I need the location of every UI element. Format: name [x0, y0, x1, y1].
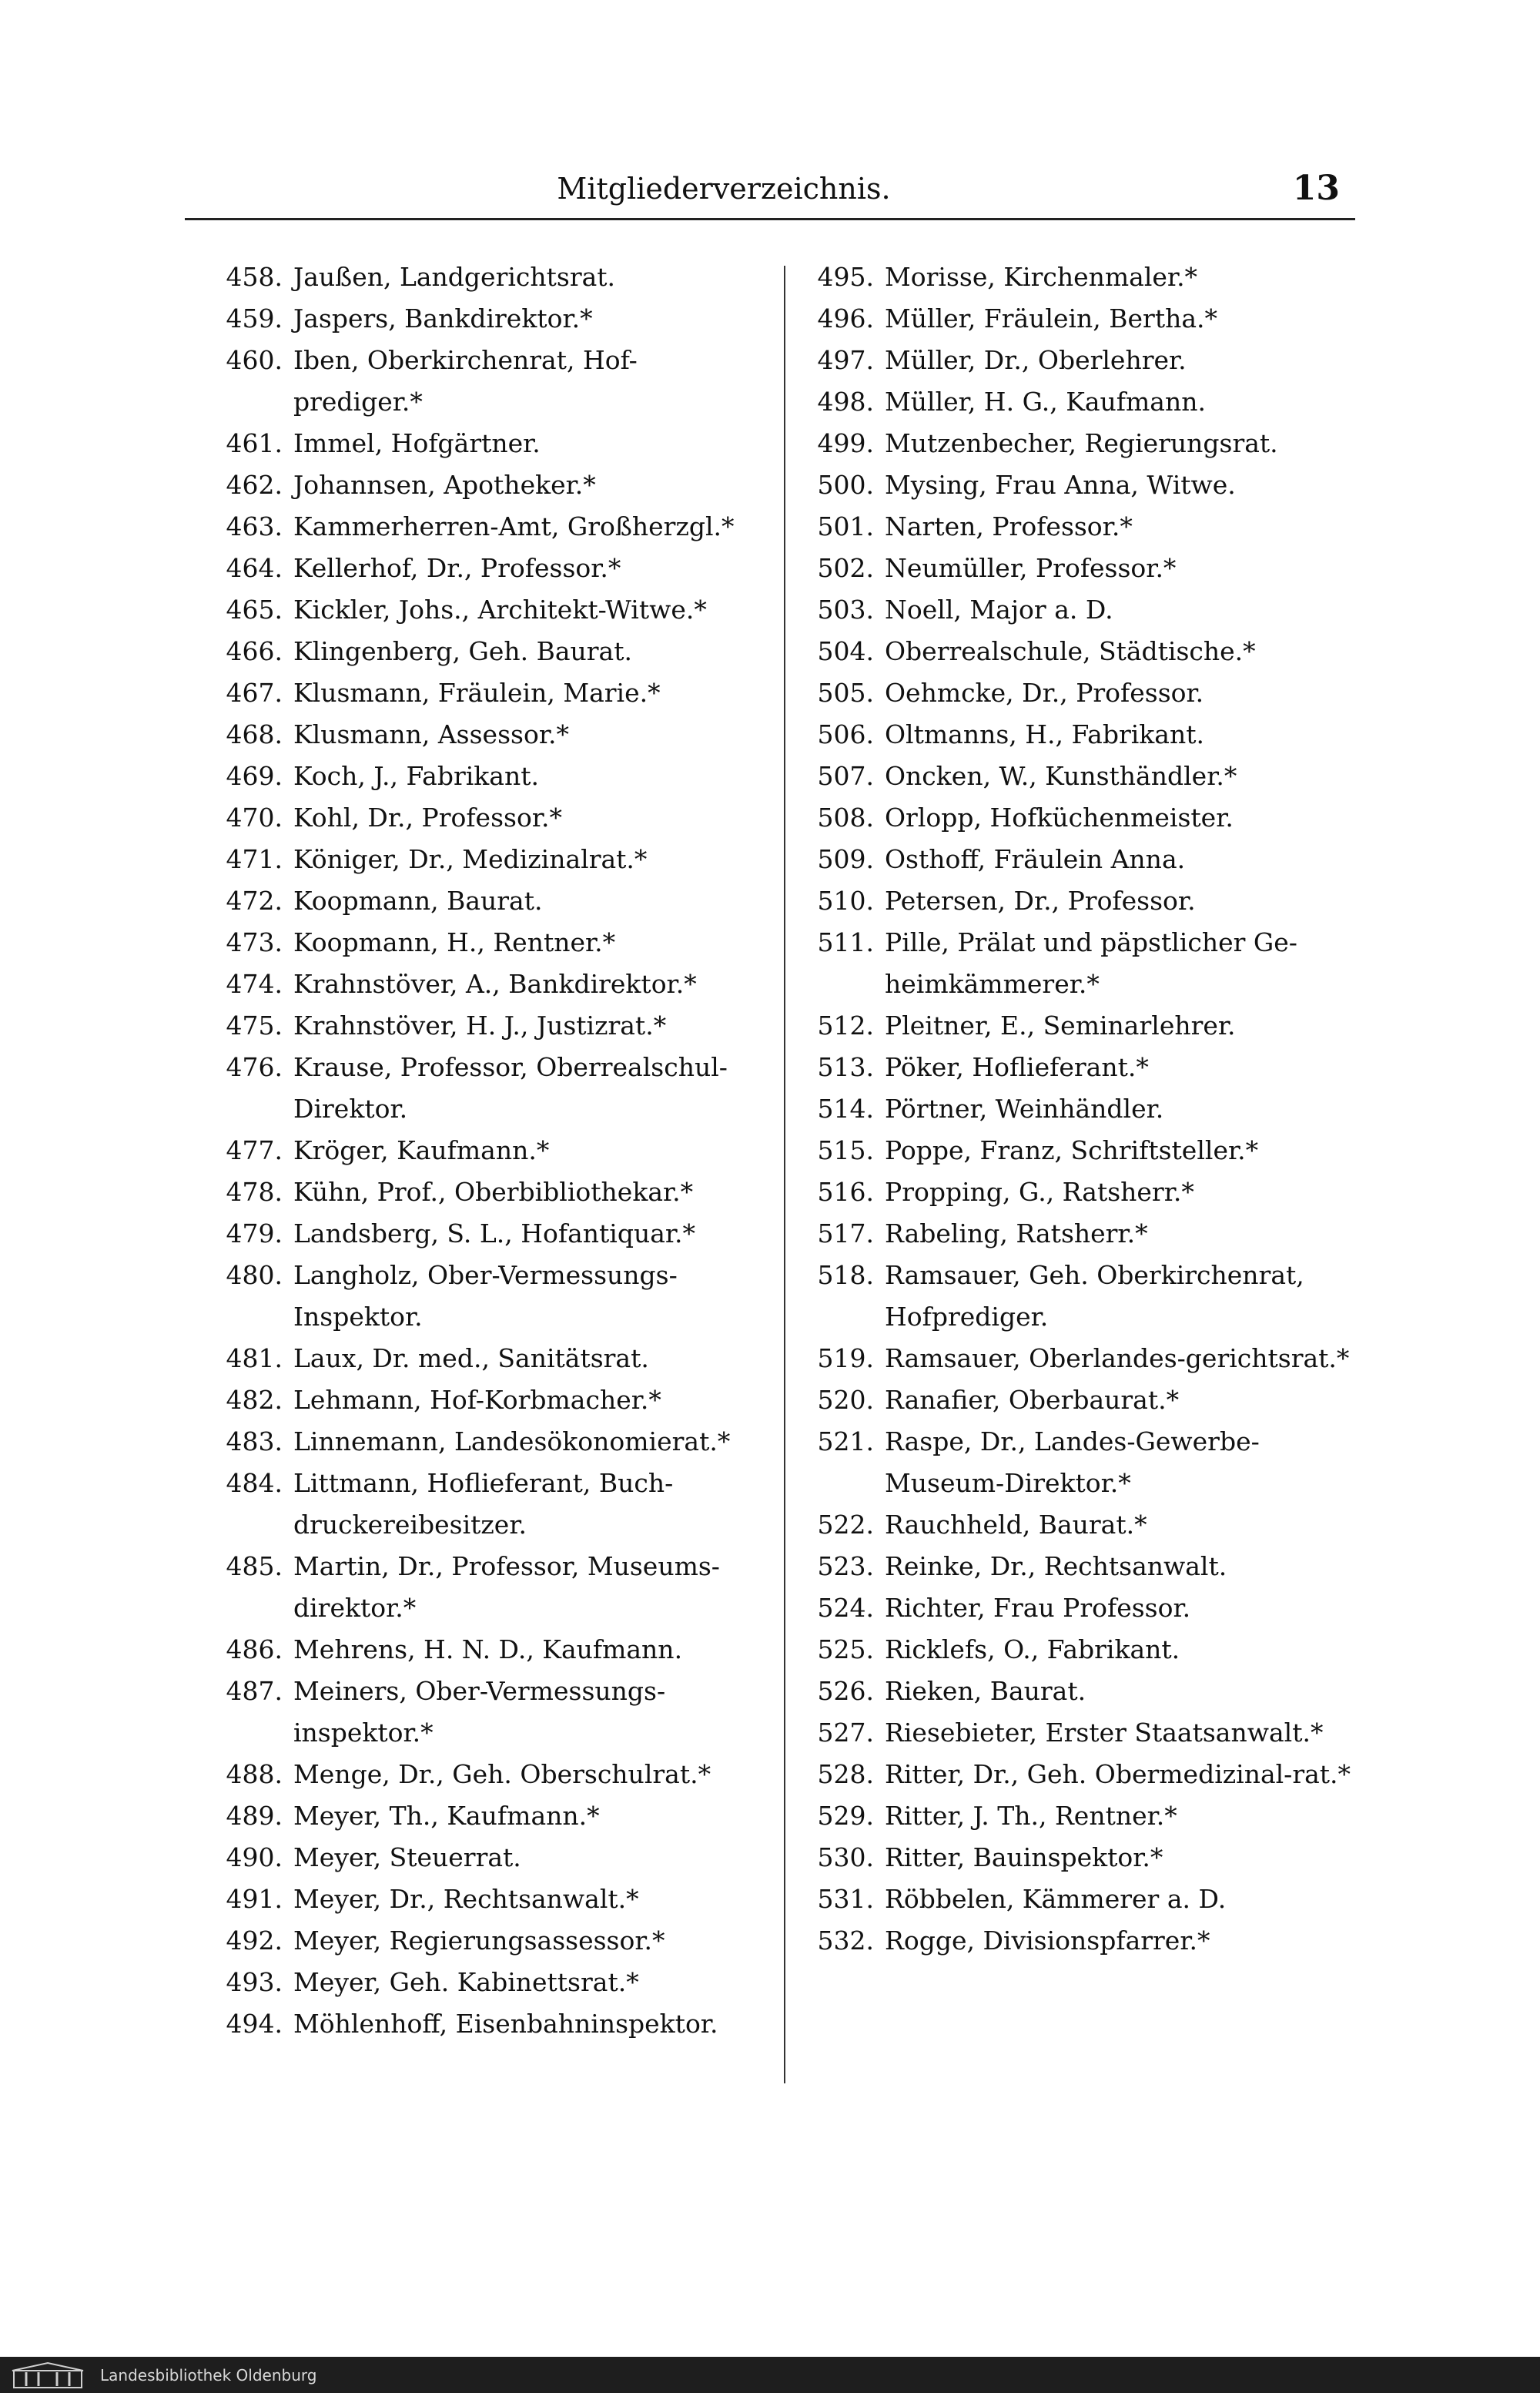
member-entry — [793, 756, 1355, 797]
entry-text: Ramsauer, Geh. Oberkirchenrat, Hofprediger. — [885, 1260, 1304, 1332]
entry-text: Kohl, Dr., Professor.* — [293, 803, 562, 833]
member-entry — [793, 381, 1355, 423]
member-entry — [793, 589, 1355, 631]
member-entry — [793, 298, 1355, 340]
member-entry — [202, 1754, 764, 1795]
entry-text: Meyer, Th., Kaufmann.* — [293, 1801, 600, 1831]
entry-number: 484. — [226, 1468, 283, 1498]
library-footer — [0, 2357, 1540, 2393]
entry-text: Neumüller, Professor.* — [885, 553, 1177, 583]
entry-number: 461. — [226, 428, 283, 458]
entry-number: 465. — [226, 595, 283, 625]
member-entry — [793, 1421, 1355, 1504]
entry-number: 481. — [226, 1343, 283, 1373]
entry-number: 470. — [226, 803, 283, 833]
entry-number: 469. — [226, 761, 283, 791]
entry-number: 460. — [226, 345, 283, 375]
entry-number: 512. — [817, 1010, 874, 1041]
entry-text: Laux, Dr. med., Sanitätsrat. — [293, 1343, 649, 1373]
page-number: 13 — [1292, 169, 1340, 208]
member-entry — [202, 1837, 764, 1879]
entry-text: Langholz, Ober-Vermessungs-Inspektor. — [293, 1260, 678, 1332]
member-entry — [202, 548, 764, 589]
entry-number: 506. — [817, 719, 874, 749]
entry-number: 526. — [817, 1676, 874, 1706]
entry-text: Kellerhof, Dr., Professor.* — [293, 553, 621, 583]
entry-text: Oltmanns, H., Fabrikant. — [885, 719, 1204, 749]
entry-text: Müller, Dr., Oberlehrer. — [885, 345, 1187, 375]
entry-number: 530. — [817, 1842, 874, 1872]
entry-number: 502. — [817, 553, 874, 583]
entry-text: Lehmann, Hof-Korbmacher.* — [293, 1385, 661, 1415]
entry-number: 520. — [817, 1385, 874, 1415]
entry-text: Poppe, Franz, Schriftsteller.* — [885, 1135, 1259, 1165]
entry-text: Propping, G., Ratsherr.* — [885, 1177, 1194, 1207]
member-entry — [793, 1920, 1355, 1962]
member-entry — [202, 797, 764, 839]
entry-text: Klusmann, Fräulein, Marie.* — [293, 678, 661, 708]
entry-text: Jaspers, Bankdirektor.* — [293, 303, 593, 333]
member-entry — [793, 1671, 1355, 1712]
entry-text: Petersen, Dr., Professor. — [885, 886, 1196, 916]
entry-text: Reinke, Dr., Rechtsanwalt. — [885, 1551, 1227, 1581]
member-entry — [793, 464, 1355, 506]
member-entry — [793, 1088, 1355, 1130]
entry-text: Johannsen, Apotheker.* — [293, 470, 596, 500]
member-entry — [793, 880, 1355, 922]
member-entry — [202, 922, 764, 964]
entry-number: 531. — [817, 1884, 874, 1914]
entry-number: 476. — [226, 1052, 283, 1082]
entry-text: Ranafier, Oberbaurat.* — [885, 1385, 1180, 1415]
member-entry — [202, 1920, 764, 1962]
entry-number: 473. — [226, 927, 283, 957]
entry-text: Meyer, Regierungsassessor.* — [293, 1925, 665, 1956]
member-entry — [202, 1962, 764, 2003]
page-title: Mitgliederverzeichnis. — [557, 172, 891, 206]
entry-number: 459. — [226, 303, 283, 333]
entry-number: 508. — [817, 803, 874, 833]
member-entry — [793, 1171, 1355, 1213]
member-entry — [793, 423, 1355, 464]
member-entry — [202, 714, 764, 756]
entry-number: 524. — [817, 1593, 874, 1623]
entry-number: 515. — [817, 1135, 874, 1165]
entry-text: Kröger, Kaufmann.* — [293, 1135, 550, 1165]
library-building-icon — [11, 2361, 85, 2389]
entry-number: 503. — [817, 595, 874, 625]
member-entry — [793, 797, 1355, 839]
member-entry — [202, 1463, 764, 1546]
entry-text: Kühn, Prof., Oberbibliothekar.* — [293, 1177, 694, 1207]
entry-number: 492. — [226, 1925, 283, 1956]
entry-number: 487. — [226, 1676, 283, 1706]
header-rule — [185, 218, 1355, 220]
member-entry — [202, 631, 764, 672]
member-entry — [793, 1879, 1355, 1920]
entry-number: 496. — [817, 303, 874, 333]
entry-number: 495. — [817, 262, 874, 292]
entry-number: 521. — [817, 1426, 874, 1456]
member-entry — [793, 340, 1355, 381]
entry-text: Meyer, Dr., Rechtsanwalt.* — [293, 1884, 639, 1914]
member-entry — [793, 1504, 1355, 1546]
member-entry — [202, 464, 764, 506]
member-entry — [793, 1712, 1355, 1754]
entry-text: Krahnstöver, H. J., Justizrat.* — [293, 1010, 667, 1041]
entry-number: 532. — [817, 1925, 874, 1956]
member-entry — [202, 1421, 764, 1463]
entry-number: 463. — [226, 511, 283, 541]
entry-text: Krause, Professor, Oberrealschul-Direktor. — [293, 1052, 728, 1124]
entry-text: Oberrealschule, Städtische.* — [885, 636, 1256, 666]
member-entry — [793, 922, 1355, 1005]
column-divider — [784, 266, 785, 2083]
member-entry — [793, 1754, 1355, 1795]
entry-text: Ritter, J. Th., Rentner.* — [885, 1801, 1177, 1831]
entry-text: Ricklefs, O., Fabrikant. — [885, 1634, 1180, 1664]
entry-text: Orlopp, Hofküchenmeister. — [885, 803, 1234, 833]
member-entry — [202, 2003, 764, 2045]
entry-text: Rogge, Divisionspfarrer.* — [885, 1925, 1210, 1956]
member-list-left — [202, 256, 764, 2045]
member-entry — [202, 964, 764, 1005]
member-entry — [202, 1213, 764, 1255]
member-entry — [793, 548, 1355, 589]
member-entry — [202, 1047, 764, 1130]
member-entry — [793, 631, 1355, 672]
entry-number: 477. — [226, 1135, 283, 1165]
entry-text: Richter, Frau Professor. — [885, 1593, 1191, 1623]
entry-number: 466. — [226, 636, 283, 666]
entry-text: Pille, Prälat und päpstlicher Ge-heimkämmerer.* — [885, 927, 1297, 999]
member-entry — [793, 256, 1355, 298]
entry-text: Martin, Dr., Professor, Museums-direktor.* — [293, 1551, 720, 1623]
entry-number: 482. — [226, 1385, 283, 1415]
entry-number: 468. — [226, 719, 283, 749]
member-entry — [202, 1338, 764, 1379]
member-entry — [793, 1587, 1355, 1629]
entry-number: 480. — [226, 1260, 283, 1290]
entry-number: 513. — [817, 1052, 874, 1082]
entry-number: 479. — [226, 1218, 283, 1248]
entry-number: 510. — [817, 886, 874, 916]
entry-number: 458. — [226, 262, 283, 292]
member-entry — [793, 839, 1355, 880]
member-entry — [793, 1546, 1355, 1587]
member-entry — [202, 1005, 764, 1047]
entry-number: 486. — [226, 1634, 283, 1664]
member-entry — [202, 340, 764, 423]
entry-number: 462. — [226, 470, 283, 500]
entry-text: Landsberg, S. L., Hofantiquar.* — [293, 1218, 696, 1248]
member-entry — [793, 1047, 1355, 1088]
entry-text: Ritter, Dr., Geh. Obermedizinal-rat.* — [885, 1759, 1351, 1789]
entry-number: 478. — [226, 1177, 283, 1207]
member-entry — [202, 1546, 764, 1629]
member-entry — [202, 880, 764, 922]
entry-text: Ramsauer, Oberlandes-gerichtsrat.* — [885, 1343, 1350, 1373]
entry-number: 522. — [817, 1510, 874, 1540]
entry-text: Mysing, Frau Anna, Witwe. — [885, 470, 1236, 500]
member-entry — [202, 1379, 764, 1421]
member-entry — [202, 1795, 764, 1837]
entry-number: 497. — [817, 345, 874, 375]
member-list-right — [793, 256, 1355, 1962]
entry-text: Rieken, Baurat. — [885, 1676, 1086, 1706]
entry-text: Pörtner, Weinhändler. — [885, 1094, 1164, 1124]
entry-number: 507. — [817, 761, 874, 791]
entry-number: 514. — [817, 1094, 874, 1124]
member-entry — [202, 298, 764, 340]
entry-text: Möhlenhoff, Eisenbahninspektor. — [293, 2009, 718, 2039]
library-name: Landesbibliothek Oldenburg — [100, 2366, 317, 2385]
entry-text: Koopmann, Baurat. — [293, 886, 543, 916]
entry-number: 494. — [226, 2009, 283, 2039]
member-entry — [793, 672, 1355, 714]
entry-text: Raspe, Dr., Landes-Gewerbe-Museum-Direktor.* — [885, 1426, 1260, 1498]
entry-number: 527. — [817, 1718, 874, 1748]
entry-number: 500. — [817, 470, 874, 500]
member-entry — [202, 589, 764, 631]
entry-text: Jaußen, Landgerichtsrat. — [293, 262, 616, 292]
member-entry — [793, 714, 1355, 756]
member-entry — [793, 1795, 1355, 1837]
entry-text: Rabeling, Ratsherr.* — [885, 1218, 1148, 1248]
entry-number: 523. — [817, 1551, 874, 1581]
entry-text: Rauchheld, Baurat.* — [885, 1510, 1147, 1540]
entry-text: Pleitner, E., Seminarlehrer. — [885, 1010, 1236, 1041]
entry-number: 491. — [226, 1884, 283, 1914]
entry-number: 471. — [226, 844, 283, 874]
entry-number: 509. — [817, 844, 874, 874]
entry-text: Königer, Dr., Medizinalrat.* — [293, 844, 648, 874]
entry-number: 474. — [226, 969, 283, 999]
entry-text: Noell, Major a. D. — [885, 595, 1113, 625]
entry-text: Kickler, Johs., Architekt-Witwe.* — [293, 595, 707, 625]
entry-number: 485. — [226, 1551, 283, 1581]
member-entry — [793, 1255, 1355, 1338]
entry-text: Röbbelen, Kämmerer a. D. — [885, 1884, 1227, 1914]
entry-number: 518. — [817, 1260, 874, 1290]
member-entry — [202, 1629, 764, 1671]
member-entry — [202, 256, 764, 298]
member-entry — [793, 1837, 1355, 1879]
page-header — [0, 158, 1355, 220]
entry-number: 490. — [226, 1842, 283, 1872]
entry-text: Narten, Professor.* — [885, 511, 1133, 541]
entry-number: 529. — [817, 1801, 874, 1831]
entry-number: 498. — [817, 387, 874, 417]
member-entry — [202, 1671, 764, 1754]
entry-text: Morisse, Kirchenmaler.* — [885, 262, 1198, 292]
entry-text: Klusmann, Assessor.* — [293, 719, 569, 749]
entry-text: Pöker, Hoflieferant.* — [885, 1052, 1149, 1082]
member-entry — [793, 1338, 1355, 1379]
entry-text: Koopmann, H., Rentner.* — [293, 927, 616, 957]
entry-number: 488. — [226, 1759, 283, 1789]
entry-text: Meyer, Steuerrat. — [293, 1842, 521, 1872]
entry-text: Klingenberg, Geh. Baurat. — [293, 636, 632, 666]
entry-text: Immel, Hofgärtner. — [293, 428, 541, 458]
entry-number: 525. — [817, 1634, 874, 1664]
member-entry — [793, 1379, 1355, 1421]
member-entry — [202, 423, 764, 464]
entry-text: Meiners, Ober-Vermessungs-inspektor.* — [293, 1676, 666, 1748]
member-entry — [202, 1255, 764, 1338]
entry-number: 519. — [817, 1343, 874, 1373]
entry-number: 501. — [817, 511, 874, 541]
entry-text: Iben, Oberkirchenrat, Hof-prediger.* — [293, 345, 638, 417]
entry-text: Ritter, Bauinspektor.* — [885, 1842, 1163, 1872]
member-entry — [793, 506, 1355, 548]
entry-text: Littmann, Hoflieferant, Buch-druckereibesitzer. — [293, 1468, 674, 1540]
entry-number: 467. — [226, 678, 283, 708]
entry-text: Mehrens, H. N. D., Kaufmann. — [293, 1634, 683, 1664]
entry-number: 511. — [817, 927, 874, 957]
entry-text: Meyer, Geh. Kabinettsrat.* — [293, 1967, 639, 1997]
entry-text: Linnemann, Landesökonomierat.* — [293, 1426, 731, 1456]
entry-text: Müller, H. G., Kaufmann. — [885, 387, 1206, 417]
entry-text: Osthoff, Fräulein Anna. — [885, 844, 1186, 874]
entry-number: 528. — [817, 1759, 874, 1789]
entry-number: 489. — [226, 1801, 283, 1831]
entry-number: 516. — [817, 1177, 874, 1207]
entry-number: 464. — [226, 553, 283, 583]
member-entry — [793, 1629, 1355, 1671]
member-entry — [202, 1879, 764, 1920]
member-entry — [202, 672, 764, 714]
entry-number: 517. — [817, 1218, 874, 1248]
entry-text: Mutzenbecher, Regierungsrat. — [885, 428, 1278, 458]
entry-number: 504. — [817, 636, 874, 666]
member-entry — [793, 1005, 1355, 1047]
member-entry — [202, 506, 764, 548]
member-entry — [793, 1130, 1355, 1171]
entry-number: 493. — [226, 1967, 283, 1997]
entry-text: Koch, J., Fabrikant. — [293, 761, 539, 791]
entry-number: 483. — [226, 1426, 283, 1456]
entry-text: Menge, Dr., Geh. Oberschulrat.* — [293, 1759, 711, 1789]
member-entry — [202, 1171, 764, 1213]
entry-number: 475. — [226, 1010, 283, 1041]
entry-text: Kammerherren-Amt, Großherzgl.* — [293, 511, 735, 541]
member-entry — [202, 1130, 764, 1171]
member-entry — [202, 839, 764, 880]
member-entry — [793, 1213, 1355, 1255]
entry-number: 505. — [817, 678, 874, 708]
entry-text: Krahnstöver, A., Bankdirektor.* — [293, 969, 697, 999]
entry-number: 499. — [817, 428, 874, 458]
entry-text: Müller, Fräulein, Bertha.* — [885, 303, 1218, 333]
entry-text: Oncken, W., Kunsthändler.* — [885, 761, 1237, 791]
entry-text: Oehmcke, Dr., Professor. — [885, 678, 1204, 708]
member-entry — [202, 756, 764, 797]
entry-text: Riesebieter, Erster Staatsanwalt.* — [885, 1718, 1324, 1748]
entry-number: 472. — [226, 886, 283, 916]
